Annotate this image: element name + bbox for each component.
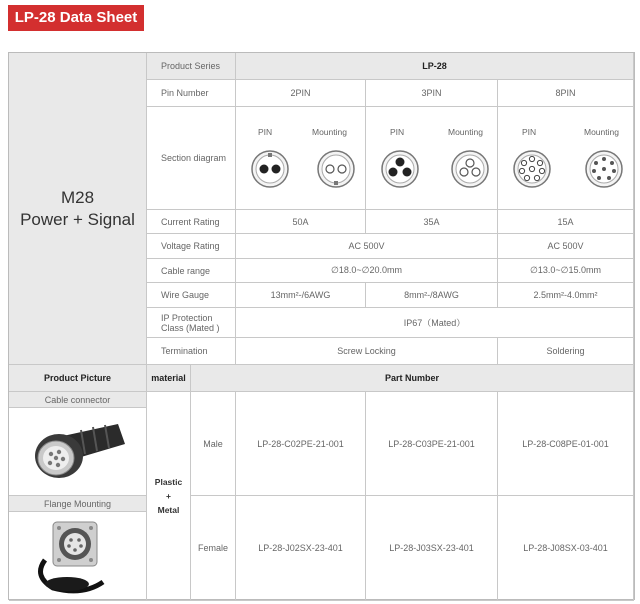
section-diagram-8pin xyxy=(498,107,634,210)
wire-gauge-3pin: 8mm²-/8AWG xyxy=(366,283,498,308)
female-part-2pin: LP-28-J02SX-23-401 xyxy=(236,496,366,601)
male-part-3pin: LP-28-C03PE-21-001 xyxy=(366,392,498,496)
pin-caption: PIN xyxy=(390,127,405,137)
termination-8pin: Soldering xyxy=(498,338,634,365)
flange-mounting-caption: Flange Mounting xyxy=(9,496,147,512)
male-label: Male xyxy=(191,392,236,496)
current-rating-2pin: 50A xyxy=(236,210,366,234)
product-series-value: LP-28 xyxy=(236,53,634,80)
cable-connector-image xyxy=(23,416,133,488)
8pin-mounting-face-icon xyxy=(584,149,624,189)
termination-2-3pin: Screw Locking xyxy=(236,338,498,365)
2pin-mounting-face-icon xyxy=(316,149,356,189)
pin-number-label: Pin Number xyxy=(147,80,236,107)
part-number-header: Part Number xyxy=(191,365,634,392)
wire-gauge-2pin: 13mm²-/6AWG xyxy=(236,283,366,308)
flange-mounting-image xyxy=(23,516,133,596)
product-series-label: Product Series xyxy=(147,53,236,80)
page-title: LP-28 Data Sheet xyxy=(8,5,144,31)
female-part-3pin: LP-28-J03SX-23-401 xyxy=(366,496,498,601)
flange-mounting-picture xyxy=(9,512,147,601)
female-part-8pin: LP-28-J08SX-03-401 xyxy=(498,496,634,601)
female-label: Female xyxy=(191,496,236,601)
pin-number-8pin: 8PIN xyxy=(498,80,634,107)
datasheet-table xyxy=(8,52,635,600)
material-value xyxy=(147,392,191,601)
ip-protection-label-line1: IP Protection xyxy=(161,312,213,323)
8pin-pin-face-icon xyxy=(512,149,552,189)
section-diagram-label: Section diagram xyxy=(147,107,236,210)
male-part-8pin: LP-28-C08PE-01-001 xyxy=(498,392,634,496)
current-rating-label: Current Rating xyxy=(147,210,236,234)
2pin-pin-face-icon xyxy=(250,149,290,189)
material-header: material xyxy=(147,365,191,392)
cable-range-2-3pin: ∅18.0~∅20.0mm xyxy=(236,259,498,283)
material-line1: Plastic xyxy=(154,477,183,487)
model-type: Power + Signal xyxy=(20,209,135,229)
3pin-pin-face-icon xyxy=(380,149,420,189)
pin-number-3pin: 3PIN xyxy=(366,80,498,107)
current-rating-3pin: 35A xyxy=(366,210,498,234)
ip-protection-value: IP67（Mated） xyxy=(236,308,634,338)
mounting-caption: Mounting xyxy=(448,127,483,137)
cable-range-8pin: ∅13.0~∅15.0mm xyxy=(498,259,634,283)
pin-caption: PIN xyxy=(522,127,537,137)
product-picture-header: Product Picture xyxy=(9,365,147,392)
voltage-rating-2-3pin: AC 500V xyxy=(236,234,498,259)
ip-protection-label-line2: Class (Mated ) xyxy=(161,322,220,333)
termination-label: Termination xyxy=(147,338,236,365)
mounting-caption: Mounting xyxy=(584,127,619,137)
cable-connector-picture xyxy=(9,408,147,496)
ip-protection-label xyxy=(147,308,236,338)
wire-gauge-8pin: 2.5mm²-4.0mm² xyxy=(498,283,634,308)
model-name: M28 xyxy=(60,187,95,207)
current-rating-8pin: 15A xyxy=(498,210,634,234)
voltage-rating-label: Voltage Rating xyxy=(147,234,236,259)
material-line3: Metal xyxy=(157,505,180,515)
pin-caption: PIN xyxy=(258,127,273,137)
3pin-mounting-face-icon xyxy=(450,149,490,189)
model-cell xyxy=(9,53,147,365)
section-diagram-3pin xyxy=(366,107,498,210)
male-part-2pin: LP-28-C02PE-21-001 xyxy=(236,392,366,496)
section-diagram-2pin xyxy=(236,107,366,210)
cable-connector-caption: Cable connector xyxy=(9,392,147,408)
pin-number-2pin: 2PIN xyxy=(236,80,366,107)
cable-range-label: Cable range xyxy=(147,259,236,283)
mounting-caption: Mounting xyxy=(312,127,347,137)
wire-gauge-label: Wire Gauge xyxy=(147,283,236,308)
material-line2: + xyxy=(166,491,171,501)
voltage-rating-8pin: AC 500V xyxy=(498,234,634,259)
